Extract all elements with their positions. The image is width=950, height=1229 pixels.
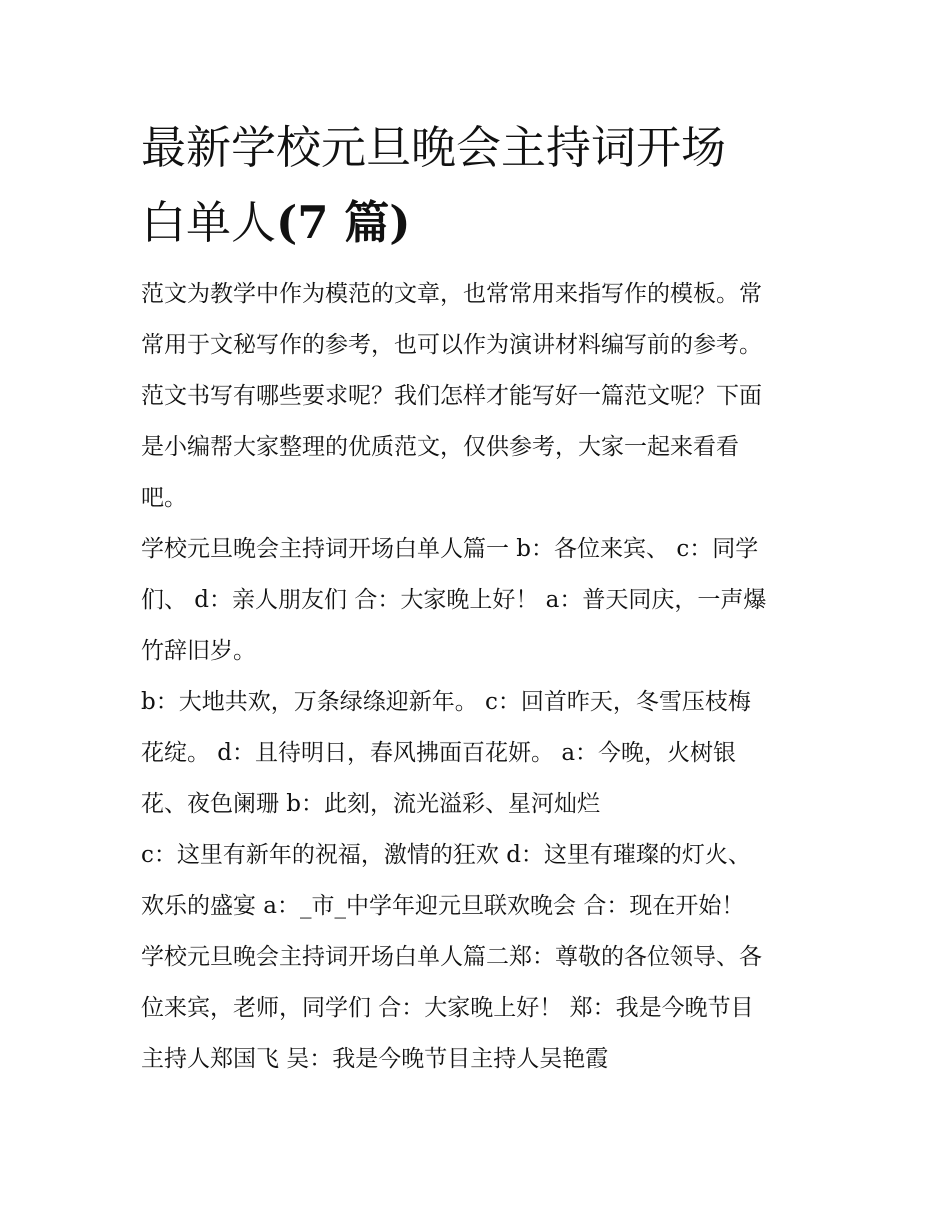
text-line: 吧。 [141,485,187,511]
text-line: 花、夜色阑珊 b：此刻，流光溢彩、星河灿烂 [141,791,601,817]
text-line: b：大地共欢，万条绿绦迎新年。 c：回首昨天，冬雪压枝梅 [141,689,751,715]
title-line-2-suffix: (7 篇) [276,196,411,249]
text-line: 是小编帮大家整理的优质范文，仅供参考，大家一起来看看 [141,434,739,460]
text-line: 们、 d：亲人朋友们 合：大家晚上好！ a：普天同庆，一声爆 [141,587,767,613]
text-line: 学校元旦晚会主持词开场白单人篇一 b：各位来宾、 c：同学 [141,536,759,562]
document-body [141,269,821,1085]
text-line: 学校元旦晚会主持词开场白单人篇二郑：尊敬的各位领导、各 [141,944,762,970]
text-line: 竹辞旧岁。 [141,638,256,664]
paragraph-intro [141,269,821,524]
text-line: 主持人郑国飞 吴：我是今晚节目主持人吴艳霞 [141,1046,609,1072]
text-line: 欢乐的盛宴 a：_市_中学年迎元旦联欢晚会 合：现在开始！ [141,893,745,919]
title-line-2-prefix: 白单人 [141,196,277,249]
text-line: 常用于文秘写作的参考，也可以作为演讲材料编写前的参考。 [141,332,762,358]
title-line-1: 最新学校元旦晚会主持词开场 [141,121,727,174]
paragraph-part-one [141,524,821,677]
paragraph-part-one-b [141,677,821,830]
text-line: 花绽。 d：且待明日，春风拂面百花妍。 a：今晚，火树银 [141,740,737,766]
text-line: c：这里有新年的祝福，激情的狂欢 d：这里有璀璨的灯火、 [141,842,751,868]
document-content [141,110,821,1085]
text-line: 范文为教学中作为模范的文章，也常常用来指写作的模板。常 [141,281,762,307]
paragraph-part-two [141,932,821,1085]
document-title [141,110,821,260]
text-line: 范文书写有哪些要求呢？我们怎样才能写好一篇范文呢？下面 [141,383,762,409]
text-line: 位来宾，老师，同学们 合：大家晚上好！ 郑：我是今晚节目 [141,995,754,1021]
paragraph-part-one-c [141,830,821,932]
title-line-2 [141,185,821,260]
